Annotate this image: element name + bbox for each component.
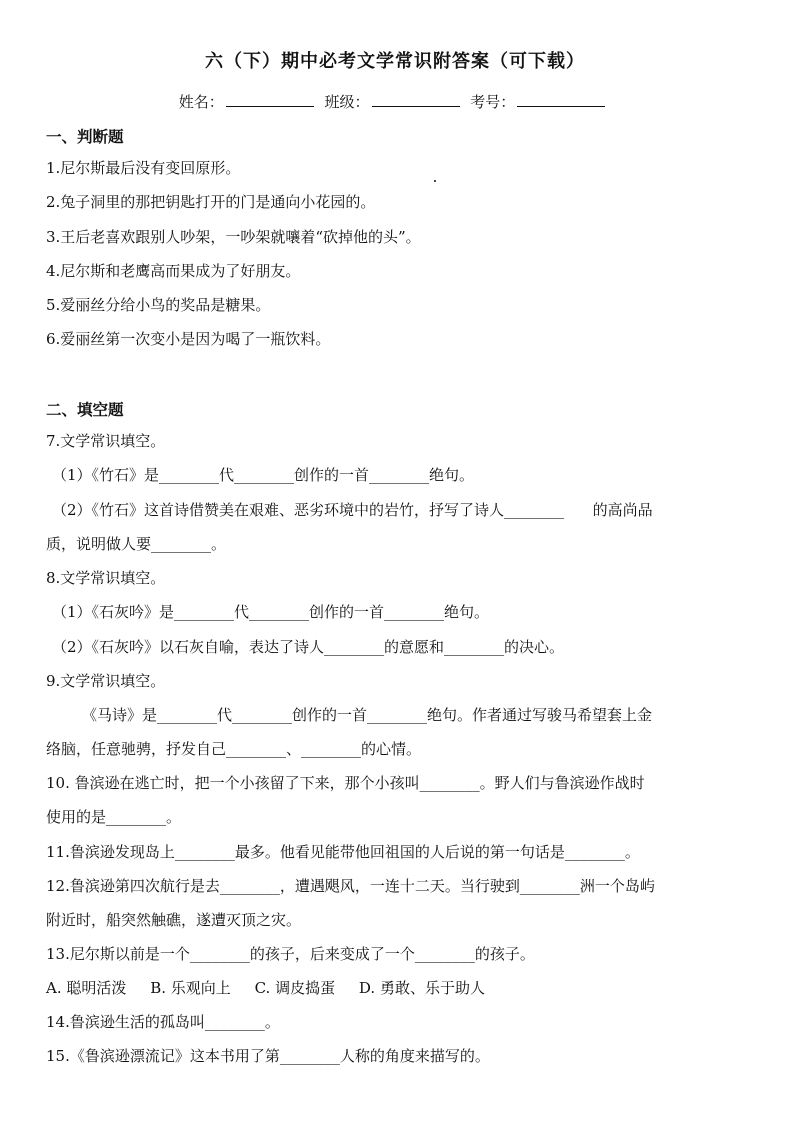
- question-13-options: A. 聪明活泼 B. 乐观向上 C. 调皮捣蛋 D. 勇敢、乐于助人: [46, 979, 485, 997]
- question-8: 8.文学常识填空。: [46, 569, 166, 587]
- name-blank: [226, 94, 314, 107]
- question-13: 13.尼尔斯以前是一个________的孩子，后来变成了一个________的孩子。: [46, 945, 535, 963]
- question-10: 10. 鲁滨逊在逃亡时，把一个小孩留了下来，那个小孩叫________。野人们与鲁滨逊作战时: [46, 774, 645, 792]
- question-8-part-1: （1）《石灰吟》是________代________创作的一首________绝句。: [52, 603, 490, 621]
- question-6: 6.爱丽丝第一次变小是因为喝了一瓶饮料。: [46, 330, 331, 348]
- question-9-body-cont: 络脑，任意驰骋，抒发自己________、________的心情。: [46, 740, 422, 758]
- question-15: 15.《鲁滨逊漂流记》这本书用了第________人称的角度来描写的。: [46, 1047, 490, 1065]
- number-blank: [517, 94, 605, 107]
- question-12-cont: 附近时，船突然触礁，遂遭灭顶之灾。: [46, 911, 302, 929]
- question-12: 12.鲁滨逊第四次航行是去________，遭遇飓风，一连十二天。当行驶到________洲一个岛屿: [46, 877, 655, 895]
- question-7: 7.文学常识填空。: [46, 432, 166, 450]
- section-heading-fill: 二、填空题: [46, 401, 124, 419]
- class-label: 班级：: [324, 93, 370, 111]
- question-1: 1.尼尔斯最后没有变回原形。: [46, 159, 241, 177]
- question-7-part-2: （2）《竹石》这首诗借赞美在艰难、恶劣环境中的岩竹，抒写了诗人________ 的高尚品: [52, 501, 653, 519]
- stray-dot: [434, 180, 436, 182]
- question-3: 3.王后老喜欢跟别人吵架，一吵架就嚷着“砍掉他的头”。: [46, 228, 421, 246]
- question-10-cont: 使用的是________。: [46, 808, 182, 826]
- question-5: 5.爱丽丝分给小鸟的奖品是糖果。: [46, 296, 271, 314]
- number-label: 考号：: [470, 93, 516, 111]
- question-14: 14.鲁滨逊生活的孤岛叫________。: [46, 1013, 280, 1031]
- question-2: 2.兔子洞里的那把钥匙打开的门是通向小花园的。: [46, 193, 376, 211]
- question-9-body: 《马诗》是________代________创作的一首________绝句。作者通过写骏马希望套上金: [82, 706, 653, 724]
- name-label: 姓名：: [178, 93, 224, 111]
- student-info-row: [0, 91, 790, 112]
- class-blank: [372, 94, 460, 107]
- section-heading-judgment: 一、判断题: [46, 128, 124, 146]
- question-7-part-2-cont: 质，说明做人要________。: [46, 535, 227, 553]
- question-8-part-2: （2）《石灰吟》以石灰自喻，表达了诗人________的意愿和________的决心。: [52, 638, 565, 656]
- page-title: 六（下）期中必考文学常识附答案（可下载）: [205, 51, 585, 72]
- question-7-part-1: （1）《竹石》是________代________创作的一首________绝句。: [52, 466, 475, 484]
- question-11: 11.鲁滨逊发现岛上________最多。他看见能带他回祖国的人后说的第一句话是________。: [46, 843, 640, 861]
- question-4: 4.尼尔斯和老鹰高而果成为了好朋友。: [46, 262, 301, 280]
- question-9: 9.文学常识填空。: [46, 672, 166, 690]
